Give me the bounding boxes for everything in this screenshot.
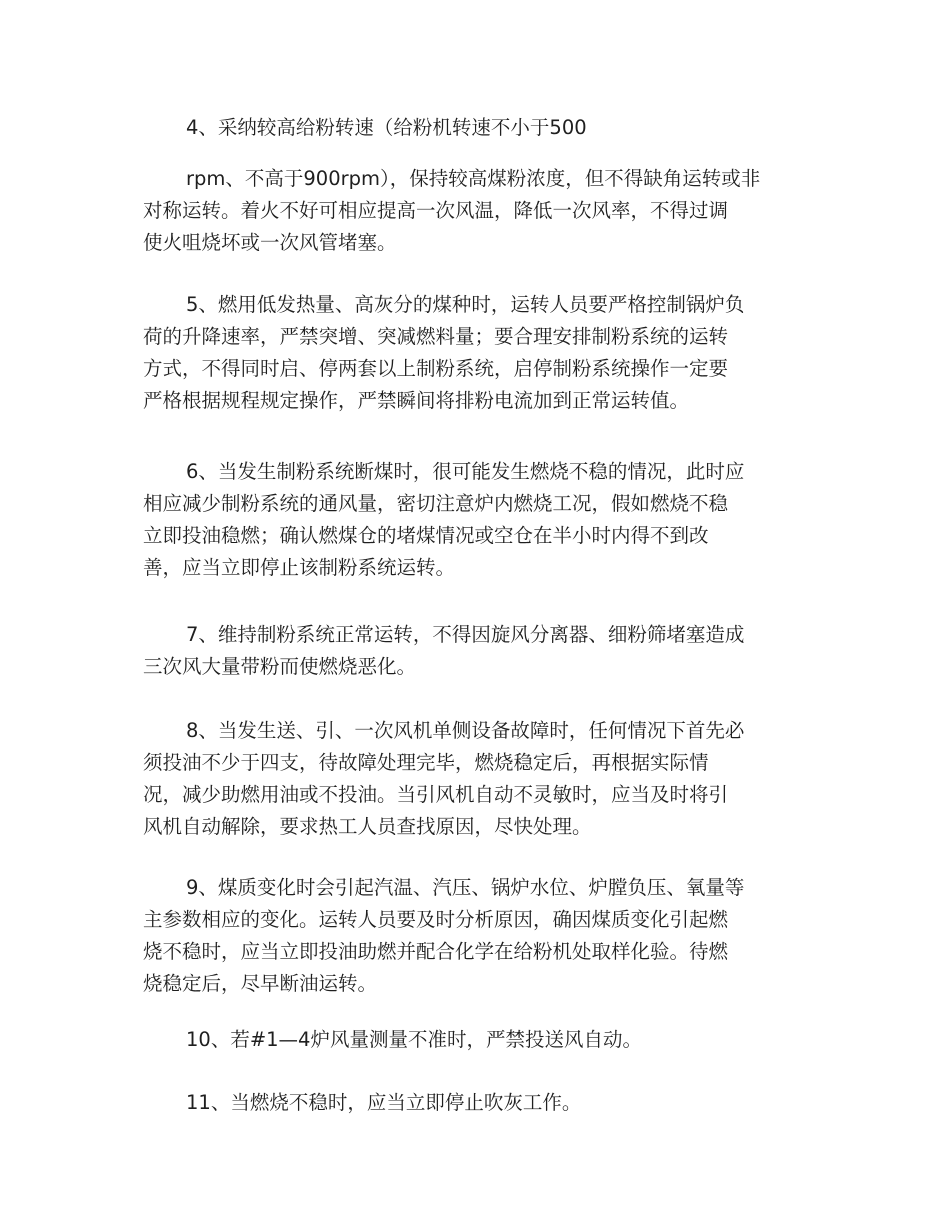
- paragraph-line: 7、维持制粉系统正常运转，不得因旋风分离器、细粉筛堵塞造成: [186, 623, 745, 646]
- paragraph-line: 相应减少制粉系统的通风量，密切注意炉内燃烧工况，假如燃烧不稳: [143, 492, 729, 515]
- paragraph-9: [143, 872, 813, 1000]
- paragraph-line: 况，减少助燃用油或不投油。当引风机自动不灵敏时，应当及时将引: [143, 783, 729, 806]
- paragraph-line: 主参数相应的变化。运转人员要及时分析原因，确因煤质变化引起燃: [143, 908, 729, 931]
- paragraph-line: 9、煤质变化时会引起汽温、汽压、锅炉水位、炉膛负压、氧量等: [186, 876, 745, 899]
- paragraph-4: [143, 112, 813, 144]
- paragraph-line: 立即投油稳燃；确认燃煤仓的堵煤情况或空仓在半小时内得不到改: [143, 524, 709, 547]
- paragraph-5: [143, 289, 813, 417]
- paragraph-line: 5、燃用低发热量、高灰分的煤种时，运转人员要严格控制锅炉负: [186, 293, 745, 316]
- paragraph-line: 使火咀烧坏或一次风管堵塞。: [143, 231, 397, 254]
- paragraph-line: 6、当发生制粉系统断煤时，很可能发生燃烧不稳的情况，此时应: [186, 460, 745, 483]
- paragraph-line: 8、当发生送、引、一次风机单侧设备故障时，任何情况下首先必: [186, 719, 745, 742]
- paragraph-4-continued: [143, 163, 813, 259]
- paragraph-line: 烧不稳时，应当立即投油助燃并配合化学在给粉机处取样化验。待燃: [143, 940, 729, 963]
- paragraph-line: 三次风大量带粉而使燃烧恶化。: [143, 655, 417, 678]
- paragraph-line: 须投油不少于四支，待故障处理完毕，燃烧稳定后，再根据实际情: [143, 751, 709, 774]
- paragraph-line: 对称运转。着火不好可相应提高一次风温，降低一次风率，不得过调: [143, 199, 729, 222]
- paragraph-line: 方式，不得同时启、停两套以上制粉系统，启停制粉系统操作一定要: [143, 357, 729, 380]
- paragraph-7: [143, 619, 813, 683]
- paragraph-10: [143, 1024, 813, 1056]
- paragraph-line: 烧稳定后，尽早断油运转。: [143, 972, 378, 995]
- paragraph-line: 善，应当立即停止该制粉系统运转。: [143, 556, 456, 579]
- paragraph-line: 风机自动解除，要求热工人员查找原因，尽快处理。: [143, 815, 592, 838]
- paragraph-line: 10、若#1—4炉风量测量不准时，严禁投送风自动。: [186, 1028, 642, 1051]
- paragraph-11: [143, 1087, 813, 1119]
- paragraph-8: [143, 715, 813, 843]
- paragraph-line: 严格根据规程规定操作，严禁瞬间将排粉电流加到正常运转值。: [143, 389, 690, 412]
- paragraph-line: 4、采纳较高给粉转速（给粉机转速不小于500: [186, 116, 587, 139]
- paragraph-line: 荷的升降速率，严禁突增、突减燃料量；要合理安排制粉系统的运转: [143, 325, 729, 348]
- paragraph-line: rpm、不高于900rpm），保持较高煤粉浓度，但不得缺角运转或非: [186, 167, 761, 190]
- paragraph-line: 11、当燃烧不稳时，应当立即停止吹灰工作。: [186, 1091, 582, 1114]
- paragraph-6: [143, 456, 813, 584]
